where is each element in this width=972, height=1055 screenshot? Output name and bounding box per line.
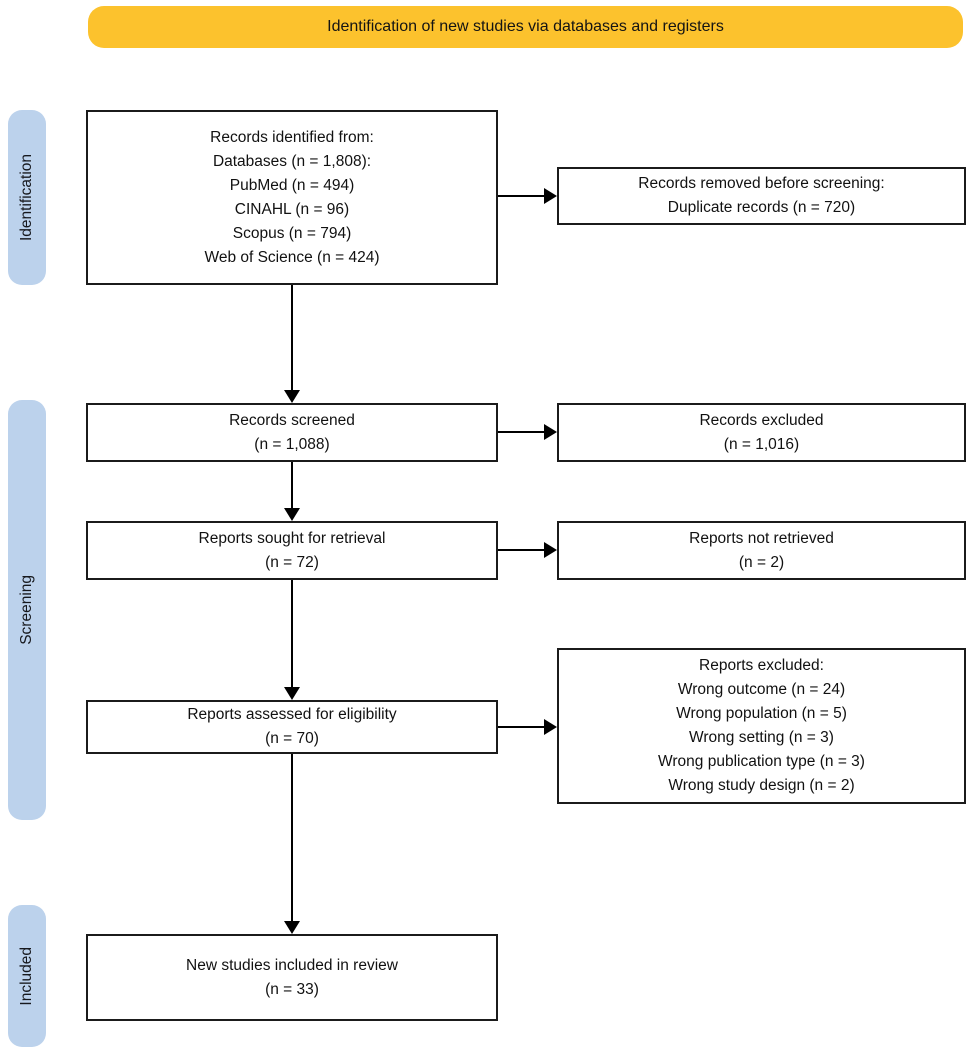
arrow-shaft — [498, 431, 546, 433]
arrow-head-down-icon — [284, 390, 300, 403]
stage-label-identification-text: Identification — [18, 153, 35, 242]
box-text-line: (n = 1,088) — [254, 435, 330, 453]
arrow-assessed-to-included — [284, 754, 300, 934]
box-text-line: Records identified from: — [210, 128, 374, 146]
arrow-head-down-icon — [284, 508, 300, 521]
arrow-shaft — [291, 580, 293, 689]
arrow-assessed-to-reports-excluded — [498, 719, 557, 735]
box-reports-excluded — [557, 648, 966, 804]
box-text-line: Wrong outcome (n = 24) — [677, 681, 846, 698]
title-banner-label: Identification of new studies via databases and registers — [327, 18, 724, 35]
box-text-line: (n = 72) — [265, 553, 319, 571]
arrow-identified-to-removed — [498, 188, 557, 204]
arrow-screened-to-sought — [284, 462, 300, 521]
box-text-line: Records removed before screening: — [638, 175, 885, 192]
box-text-line: Records screened — [229, 411, 355, 429]
title-banner — [88, 6, 963, 48]
box-reports-not-retrieved — [557, 521, 966, 580]
stage-label-included — [8, 905, 46, 1047]
arrow-head-down-icon — [284, 921, 300, 934]
arrow-head-down-icon — [284, 687, 300, 700]
arrow-head-right-icon — [544, 188, 557, 204]
box-text-line: Wrong study design (n = 2) — [668, 777, 855, 794]
box-text-line: (n = 33) — [265, 980, 319, 998]
arrow-shaft — [291, 285, 293, 392]
box-text-line: New studies included in review — [186, 956, 398, 974]
box-text-line: Duplicate records (n = 720) — [667, 199, 856, 216]
stage-label-included-text: Included — [18, 946, 35, 1006]
box-records-removed — [557, 167, 966, 225]
box-reports-sought — [86, 521, 498, 580]
box-studies-included — [86, 934, 498, 1021]
arrow-shaft — [498, 726, 546, 728]
arrow-sought-to-assessed — [284, 580, 300, 700]
box-reports-assessed — [86, 700, 498, 754]
box-text-line: (n = 2) — [738, 553, 785, 571]
box-records-identified — [86, 110, 498, 285]
stage-label-screening — [8, 400, 46, 820]
stage-label-identification — [8, 110, 46, 285]
box-text-line: (n = 1,016) — [723, 435, 800, 453]
arrow-head-right-icon — [544, 542, 557, 558]
stage-label-screening-text: Screening — [18, 575, 35, 645]
box-text-line: Reports assessed for eligibility — [187, 706, 397, 723]
box-text-line: PubMed (n = 494) — [229, 176, 355, 194]
box-text-line: Web of Science (n = 424) — [204, 248, 380, 266]
arrow-shaft — [291, 754, 293, 923]
box-text-line: Databases (n = 1,808): — [212, 152, 372, 170]
box-text-line: Records excluded — [699, 411, 824, 429]
arrow-shaft — [498, 195, 546, 197]
arrow-head-right-icon — [544, 424, 557, 440]
box-text-line: Scopus (n = 794) — [232, 224, 352, 242]
box-text-line: Wrong population (n = 5) — [676, 705, 847, 722]
arrow-shaft — [498, 549, 546, 551]
box-text-line: CINAHL (n = 96) — [234, 200, 350, 218]
box-records-screened — [86, 403, 498, 462]
arrow-shaft — [291, 462, 293, 510]
box-text-line: (n = 70) — [265, 730, 319, 747]
box-text-line: Reports not retrieved — [689, 529, 834, 547]
arrow-identified-to-screened — [284, 285, 300, 403]
arrow-screened-to-excluded — [498, 424, 557, 440]
box-records-excluded — [557, 403, 966, 462]
box-text-line: Wrong publication type (n = 3) — [658, 753, 865, 770]
arrow-sought-to-not-retrieved — [498, 542, 557, 558]
arrow-head-right-icon — [544, 719, 557, 735]
box-text-line: Reports excluded: — [699, 657, 824, 674]
box-text-line: Reports sought for retrieval — [198, 529, 386, 547]
box-text-line: Wrong setting (n = 3) — [689, 729, 834, 746]
